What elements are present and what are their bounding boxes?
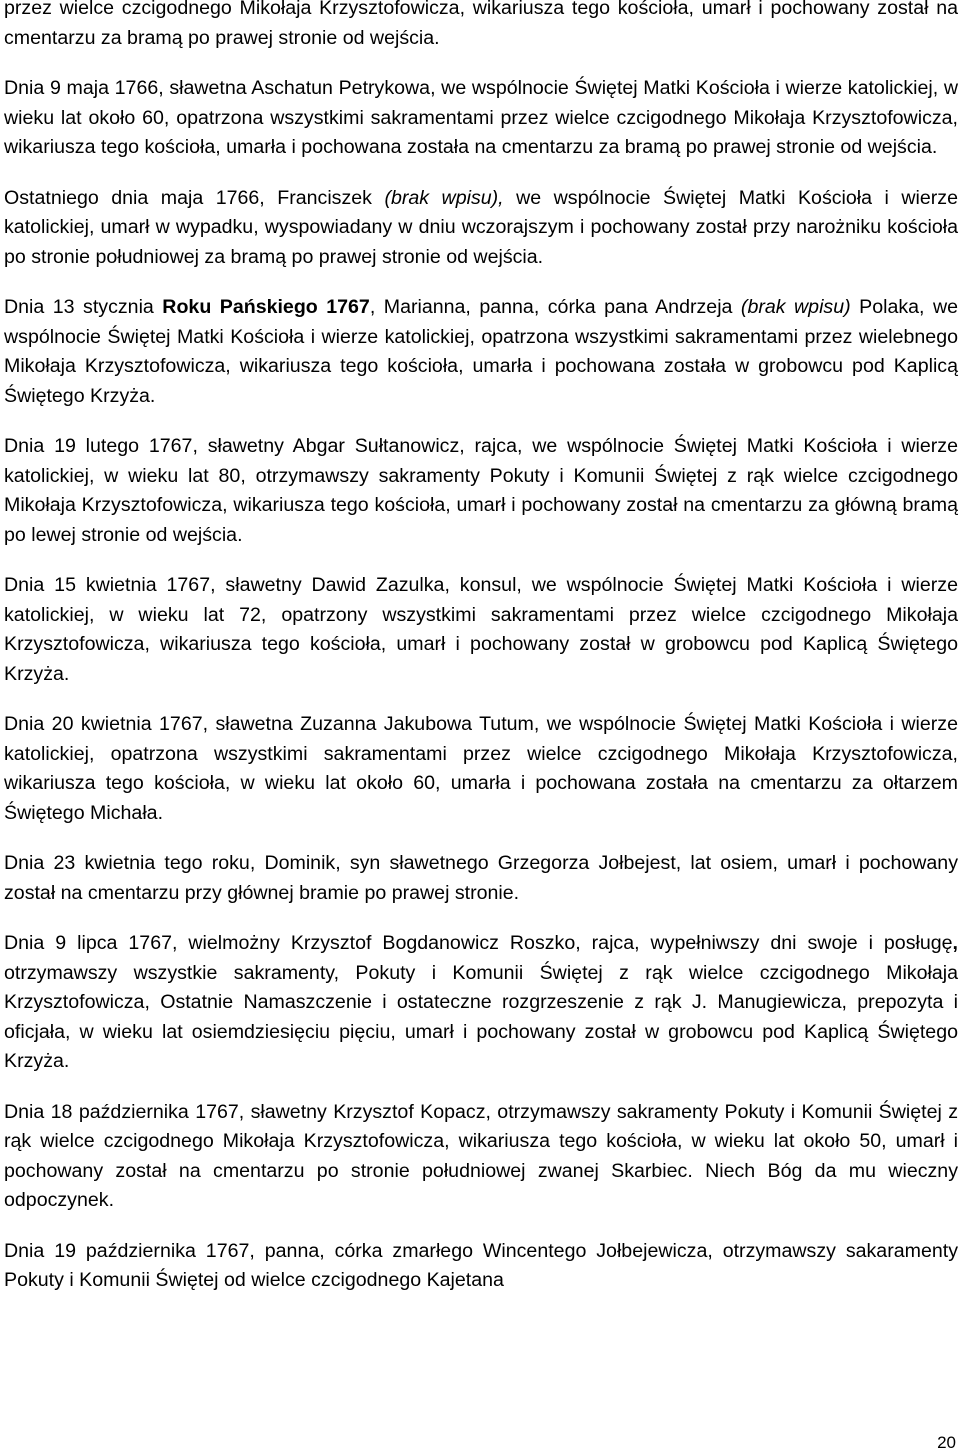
paragraph-text: Dnia 9 lipca 1767, wielmożny Krzysztof Bogdanowicz Roszko, rajca, wypełniwszy dni swoje i posługę: [4, 932, 953, 954]
paragraph-text: Dnia 9 maja 1766, sławetna Aschatun Petrykowa, we wspólnocie Świętej Matki Kościoła i wierze katolickiej, w wieku lat około 60, opatrzona wszystkimi sakramentami przez wielce czcigodnego Mikołaja Krzysztofowicza, wikariusza tego kościoła, umarła i pochowana została na cmentarzu za bramą po prawej stronie od wejścia.: [4, 77, 958, 158]
paragraph: [4, 432, 958, 550]
paragraph-text: Dnia 23 kwietnia tego roku, Dominik, syn sławetnego Grzegorza Jołbejest, lat osiem, umarł i pochowany został na cmentarzu przy głównej bramie po prawej stronie.: [4, 852, 958, 904]
bold-comma: ,: [952, 932, 958, 954]
paragraph-text: Ostatniego dnia maja 1766, Franciszek: [4, 186, 385, 209]
paragraph: [4, 293, 958, 411]
paragraph: [4, 929, 958, 1077]
paragraph: [4, 184, 958, 273]
paragraph-text: , Marianna, panna, córka pana Andrzeja: [369, 296, 741, 318]
page-number: 20: [937, 1433, 956, 1452]
paragraph-text: Dnia 20 kwietnia 1767, sławetna Zuzanna Jakubowa Tutum, we wspólnocie Świętej Matki Kościoła i wierze katolickiej, opatrzona wszystkimi sakramentami przez wielce czcigodnego Mikołaja Krzysztofowicza, wikariusza tego kościoła, w wieku lat około 60, umarła i pochowana została na cmentarzu za ołtarzem Świętego Michała.: [4, 713, 958, 824]
paragraph: [4, 0, 958, 53]
paragraph-text: Dnia 19 lutego 1767, sławetny Abgar Sułtanowicz, rajca, we wspólnocie Świętej Matki Kościoła i wierze katolickiej, w wieku lat 80, otrzymawszy sakramenty Pokuty i Komunii Świętej z rąk wielce czcigodnego Mikołaja Krzysztofowicza, wikariusza tego kościoła, umarł i pochowany został na cmentarzu za główną bramą po lewej stronie od wejścia.: [4, 435, 958, 546]
paragraph: [4, 1098, 958, 1216]
paragraph: [4, 74, 958, 163]
paragraph-text: Dnia 18 października 1767, sławetny Krzysztof Kopacz, otrzymawszy sakramenty Pokuty i Komunii Świętej z rąk wielce czcigodnego Mikołaja Krzysztofowicza, wikariusza tego kościoła, w wieku lat około 50, umarł i pochowany został na cmentarzu po stronie południowej zwanej Skarbiec. Niech Bóg da mu wieczny odpoczynek.: [4, 1100, 958, 1211]
paragraph: [4, 849, 958, 908]
document-page: [4, 0, 958, 1317]
paragraph: [4, 1237, 958, 1296]
paragraph: [4, 710, 958, 828]
italic-note: (brak wpisu): [740, 296, 851, 318]
paragraph-text: Dnia 19 października 1767, panna, córka zmarłego Wincentego Jołbejewicza, otrzymawszy sakaramenty Pokuty i Komunii Świętej od wielce czcigodnego Kajetana: [4, 1239, 958, 1291]
paragraph-text: otrzymawszy wszystkie sakramenty, Pokuty i Komunii Świętej z rąk wielce czcigodnego Mikołaja Krzysztofowicza, Ostatnie Namaszczenie i ostateczne rozgrzeszenie z rąk J. Manugiewicza, prepozyta i oficjała, w wieku lat osiemdziesięciu pięciu, umarł i pochowany został w grobowcu pod Kaplicą Świętego Krzyża.: [4, 961, 958, 1072]
paragraph-text: Dnia 13 stycznia: [4, 296, 163, 318]
paragraph-text: we wspólnocie Świętej Matki Kościoła i wierze katolickiej, umarł w wypadku, wyspowiadany w dniu wczorajszym i pochowany został przy narożniku kościoła po stronie południowej za bramą po prawej stronie od wejścia.: [4, 186, 958, 268]
paragraph-text: przez wielce czcigodnego Mikołaja Krzysztofowicza, wikariusza tego kościoła, umarł i pochowany został na cmentarzu za bramą po prawej stronie od wejścia.: [4, 0, 958, 49]
paragraph-text: Polaka, we wspólnocie Świętej Matki Kościoła i wierze katolickiej, opatrzona wszystkimi sakramentami przez wielebnego Mikołaja Krzysztofowicza, wikariusza tego kościoła, umarła i pochowana została w grobowcu pod Kaplicą Świętego Krzyża.: [4, 296, 959, 407]
bold-year-heading: Roku Pańskiego 1767: [162, 296, 370, 318]
paragraph-text: Dnia 15 kwietnia 1767, sławetny Dawid Zazulka, konsul, we wspólnocie Świętej Matki Kościoła i wierze katolickiej, w wieku lat 72, opatrzony wszystkimi sakramentami przez wielce czcigodnego Mikołaja Krzysztofowicza, wikariusza tego kościoła, umarł i pochowany został w grobowcu pod Kaplicą Świętego Krzyża.: [4, 574, 958, 685]
italic-note: (brak wpisu),: [384, 186, 504, 209]
paragraph: [4, 571, 958, 689]
